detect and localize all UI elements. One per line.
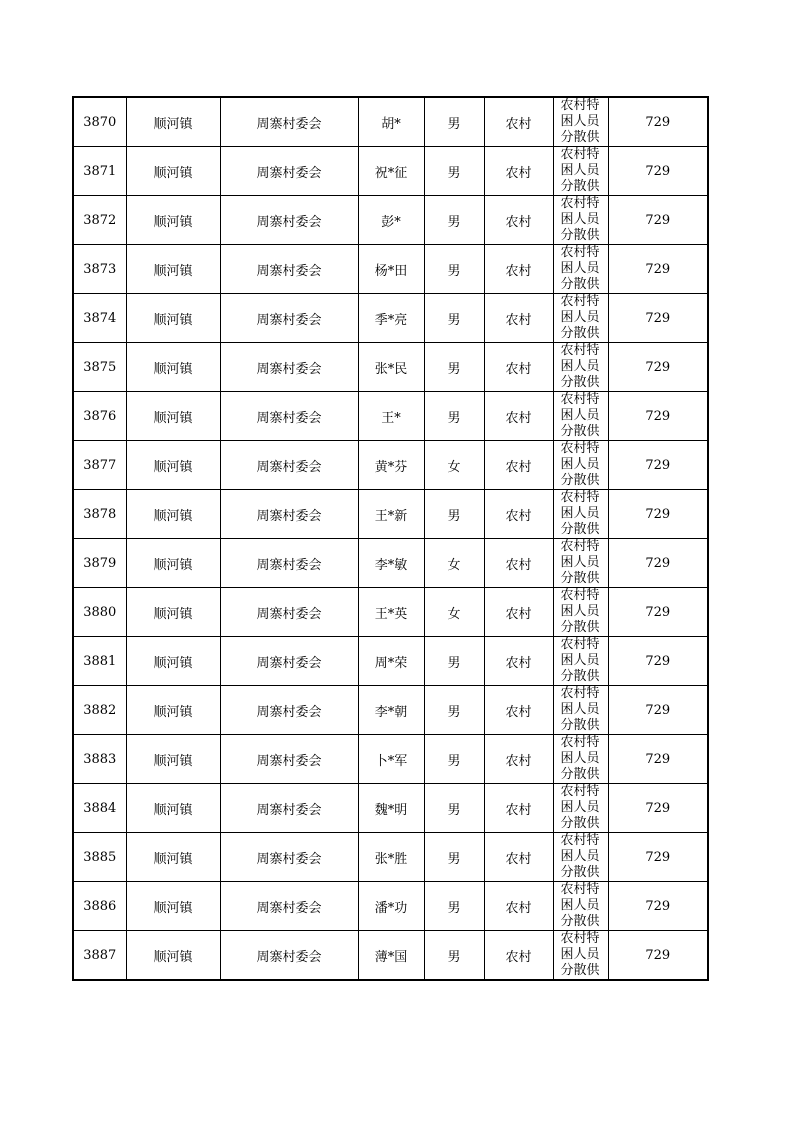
gender-cell: 男 (424, 490, 484, 539)
assistance-type-cell (553, 686, 608, 735)
town-cell: 顺河镇 (126, 343, 220, 392)
table-row (73, 294, 708, 343)
village-committee-cell: 周寨村委会 (220, 833, 358, 882)
area-cell: 农村 (484, 539, 553, 588)
gender-cell: 男 (424, 294, 484, 343)
name-cell: 魏*明 (358, 784, 424, 833)
amount-cell: 729 (608, 392, 708, 441)
table-row (73, 833, 708, 882)
amount-cell: 729 (608, 539, 708, 588)
area-cell: 农村 (484, 735, 553, 784)
assistance-type-cell (553, 392, 608, 441)
table-row (73, 882, 708, 931)
assistance-type-text: 农村特困人员分散供 (560, 196, 600, 243)
village-committee-cell: 周寨村委会 (220, 735, 358, 784)
village-committee-cell: 周寨村委会 (220, 784, 358, 833)
assistance-type-cell (553, 490, 608, 539)
village-committee-cell: 周寨村委会 (220, 588, 358, 637)
amount-cell: 729 (608, 686, 708, 735)
town-cell: 顺河镇 (126, 294, 220, 343)
assistance-type-cell (553, 245, 608, 294)
town-cell: 顺河镇 (126, 245, 220, 294)
table-row (73, 931, 708, 981)
name-cell: 彭* (358, 196, 424, 245)
area-cell: 农村 (484, 931, 553, 981)
amount-cell: 729 (608, 931, 708, 981)
table-row (73, 245, 708, 294)
town-cell: 顺河镇 (126, 931, 220, 981)
row-number-cell: 3883 (73, 735, 126, 784)
assistance-type-text: 农村特困人员分散供 (560, 490, 600, 537)
area-cell: 农村 (484, 637, 553, 686)
gender-cell: 男 (424, 833, 484, 882)
name-cell: 薄*国 (358, 931, 424, 981)
name-cell: 黄*芬 (358, 441, 424, 490)
assistance-type-cell (553, 147, 608, 196)
name-cell: 李*敏 (358, 539, 424, 588)
village-committee-cell: 周寨村委会 (220, 147, 358, 196)
assistance-type-cell (553, 833, 608, 882)
village-committee-cell: 周寨村委会 (220, 686, 358, 735)
amount-cell: 729 (608, 196, 708, 245)
table-row (73, 637, 708, 686)
name-cell: 王* (358, 392, 424, 441)
assistance-type-text: 农村特困人员分散供 (560, 735, 600, 782)
area-cell: 农村 (484, 833, 553, 882)
village-committee-cell: 周寨村委会 (220, 490, 358, 539)
town-cell: 顺河镇 (126, 588, 220, 637)
row-number-cell: 3877 (73, 441, 126, 490)
row-number-cell: 3876 (73, 392, 126, 441)
village-committee-cell: 周寨村委会 (220, 882, 358, 931)
assistance-type-cell (553, 588, 608, 637)
gender-cell: 女 (424, 588, 484, 637)
row-number-cell: 3875 (73, 343, 126, 392)
gender-cell: 男 (424, 882, 484, 931)
name-cell: 卜*军 (358, 735, 424, 784)
town-cell: 顺河镇 (126, 97, 220, 147)
amount-cell: 729 (608, 441, 708, 490)
town-cell: 顺河镇 (126, 196, 220, 245)
name-cell: 潘*功 (358, 882, 424, 931)
assistance-type-text: 农村特困人员分散供 (560, 147, 600, 194)
name-cell: 王*英 (358, 588, 424, 637)
table-row (73, 686, 708, 735)
assistance-type-cell (553, 97, 608, 147)
row-number-cell: 3882 (73, 686, 126, 735)
row-number-cell: 3874 (73, 294, 126, 343)
amount-cell: 729 (608, 147, 708, 196)
table-row (73, 539, 708, 588)
assistance-type-cell (553, 441, 608, 490)
gender-cell: 男 (424, 392, 484, 441)
gender-cell: 男 (424, 245, 484, 294)
area-cell: 农村 (484, 196, 553, 245)
area-cell: 农村 (484, 686, 553, 735)
assistance-type-text: 农村特困人员分散供 (560, 392, 600, 439)
table-row (73, 392, 708, 441)
assistance-type-cell (553, 294, 608, 343)
name-cell: 祝*征 (358, 147, 424, 196)
assistance-type-cell (553, 931, 608, 981)
assistance-type-text: 农村特困人员分散供 (560, 294, 600, 341)
gender-cell: 男 (424, 637, 484, 686)
row-number-cell: 3872 (73, 196, 126, 245)
area-cell: 农村 (484, 392, 553, 441)
assistance-type-text: 农村特困人员分散供 (560, 245, 600, 292)
gender-cell: 男 (424, 735, 484, 784)
village-committee-cell: 周寨村委会 (220, 294, 358, 343)
assistance-type-text: 农村特困人员分散供 (560, 882, 600, 929)
town-cell: 顺河镇 (126, 441, 220, 490)
table-row (73, 735, 708, 784)
assistance-type-cell (553, 882, 608, 931)
name-cell: 张*胜 (358, 833, 424, 882)
town-cell: 顺河镇 (126, 833, 220, 882)
village-committee-cell: 周寨村委会 (220, 539, 358, 588)
village-committee-cell: 周寨村委会 (220, 97, 358, 147)
amount-cell: 729 (608, 245, 708, 294)
area-cell: 农村 (484, 343, 553, 392)
town-cell: 顺河镇 (126, 539, 220, 588)
table-body (73, 97, 708, 980)
name-cell: 胡* (358, 97, 424, 147)
table-row (73, 490, 708, 539)
name-cell: 季*亮 (358, 294, 424, 343)
village-committee-cell: 周寨村委会 (220, 441, 358, 490)
assistance-type-text: 农村特困人员分散供 (560, 343, 600, 390)
gender-cell: 女 (424, 539, 484, 588)
table-row (73, 784, 708, 833)
gender-cell: 男 (424, 931, 484, 981)
name-cell: 周*荣 (358, 637, 424, 686)
village-committee-cell: 周寨村委会 (220, 245, 358, 294)
assistance-type-cell (553, 784, 608, 833)
town-cell: 顺河镇 (126, 686, 220, 735)
row-number-cell: 3886 (73, 882, 126, 931)
gender-cell: 男 (424, 784, 484, 833)
area-cell: 农村 (484, 441, 553, 490)
village-committee-cell: 周寨村委会 (220, 637, 358, 686)
gender-cell: 男 (424, 686, 484, 735)
table-row (73, 441, 708, 490)
assistance-type-text: 农村特困人员分散供 (560, 637, 600, 684)
table-row (73, 588, 708, 637)
assistance-type-text: 农村特困人员分散供 (560, 539, 600, 586)
gender-cell: 男 (424, 196, 484, 245)
village-committee-cell: 周寨村委会 (220, 392, 358, 441)
row-number-cell: 3871 (73, 147, 126, 196)
row-number-cell: 3878 (73, 490, 126, 539)
area-cell: 农村 (484, 784, 553, 833)
amount-cell: 729 (608, 343, 708, 392)
assistance-type-cell (553, 735, 608, 784)
town-cell: 顺河镇 (126, 392, 220, 441)
area-cell: 农村 (484, 588, 553, 637)
village-committee-cell: 周寨村委会 (220, 931, 358, 981)
assistance-type-text: 农村特困人员分散供 (560, 441, 600, 488)
village-committee-cell: 周寨村委会 (220, 196, 358, 245)
amount-cell: 729 (608, 784, 708, 833)
town-cell: 顺河镇 (126, 784, 220, 833)
town-cell: 顺河镇 (126, 735, 220, 784)
assistance-type-text: 农村特困人员分散供 (560, 833, 600, 880)
row-number-cell: 3879 (73, 539, 126, 588)
name-cell: 张*民 (358, 343, 424, 392)
town-cell: 顺河镇 (126, 490, 220, 539)
village-committee-cell: 周寨村委会 (220, 343, 358, 392)
amount-cell: 729 (608, 490, 708, 539)
table-row (73, 97, 708, 147)
area-cell: 农村 (484, 97, 553, 147)
assistance-type-cell (553, 539, 608, 588)
assistance-type-text: 农村特困人员分散供 (560, 931, 600, 978)
assistance-type-cell (553, 637, 608, 686)
row-number-cell: 3887 (73, 931, 126, 981)
town-cell: 顺河镇 (126, 882, 220, 931)
name-cell: 杨*田 (358, 245, 424, 294)
area-cell: 农村 (484, 245, 553, 294)
amount-cell: 729 (608, 294, 708, 343)
name-cell: 王*新 (358, 490, 424, 539)
area-cell: 农村 (484, 294, 553, 343)
assistance-type-cell (553, 196, 608, 245)
assistance-type-cell (553, 343, 608, 392)
gender-cell: 男 (424, 147, 484, 196)
amount-cell: 729 (608, 588, 708, 637)
row-number-cell: 3881 (73, 637, 126, 686)
town-cell: 顺河镇 (126, 147, 220, 196)
assistance-type-text: 农村特困人员分散供 (560, 98, 600, 145)
assistance-type-text: 农村特困人员分散供 (560, 686, 600, 733)
row-number-cell: 3870 (73, 97, 126, 147)
assistance-type-text: 农村特困人员分散供 (560, 784, 600, 831)
table-row (73, 147, 708, 196)
gender-cell: 男 (424, 97, 484, 147)
gender-cell: 女 (424, 441, 484, 490)
table-row (73, 343, 708, 392)
row-number-cell: 3880 (73, 588, 126, 637)
name-cell: 李*朝 (358, 686, 424, 735)
row-number-cell: 3873 (73, 245, 126, 294)
town-cell: 顺河镇 (126, 637, 220, 686)
amount-cell: 729 (608, 882, 708, 931)
row-number-cell: 3885 (73, 833, 126, 882)
amount-cell: 729 (608, 637, 708, 686)
area-cell: 农村 (484, 147, 553, 196)
row-number-cell: 3884 (73, 784, 126, 833)
assistance-type-text: 农村特困人员分散供 (560, 588, 600, 635)
amount-cell: 729 (608, 735, 708, 784)
beneficiary-table (72, 96, 709, 981)
amount-cell: 729 (608, 833, 708, 882)
gender-cell: 男 (424, 343, 484, 392)
amount-cell: 729 (608, 97, 708, 147)
area-cell: 农村 (484, 490, 553, 539)
area-cell: 农村 (484, 882, 553, 931)
table-row (73, 196, 708, 245)
